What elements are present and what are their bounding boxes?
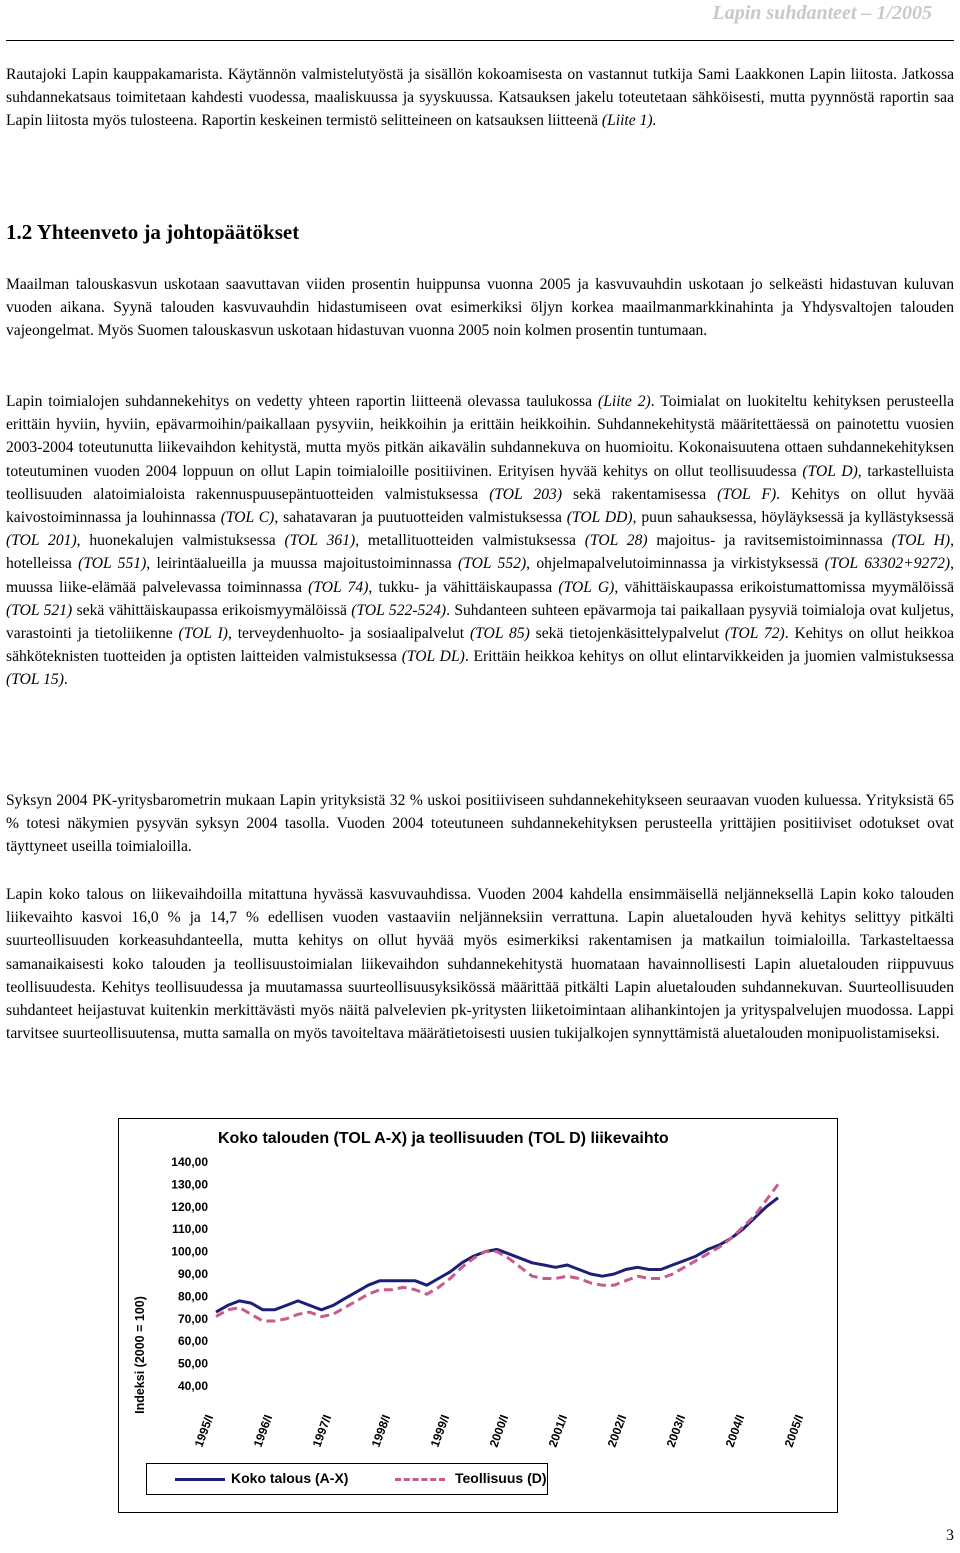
y-tick-label: 110,00 <box>171 1222 208 1237</box>
x-tick-label: 1996/I <box>250 1412 276 1450</box>
x-tick-label: 2002/I <box>604 1412 630 1450</box>
paragraph-text-segment: majoitus- ja ravitsemistoiminnassa <box>647 532 892 550</box>
tol-reference: (TOL C) <box>220 509 275 527</box>
paragraph-text: Maailman talouskasvun uskotaan saavuttavan viiden prosentin huippunsa vuonna 2005 ja kasvuvauhdin uskotaan jo selkeästi hidastuvan kuluvan vuoden aikana. Syynä talouden kasvuvauhdin hidastumiseen ovat esimerkiksi öljyn korkea maailmanmarkkinahinta ja Yhdysvaltojen talouden vajeongelmat. Myös Suomen talouskasvun uskotaan hidastuvan vuonna 2005 noin kolmen prosentin tuntumaan. <box>6 276 954 340</box>
paragraph-world-economy <box>6 273 954 343</box>
paragraph-text-segment: , terveydenhuolto- ja sosiaalipalvelut <box>227 625 470 643</box>
y-tick-label: 140,00 <box>171 1155 208 1169</box>
y-tick-label: 90,00 <box>177 1267 208 1281</box>
legend-swatch-total <box>175 1478 225 1481</box>
paragraph-text-segment: , sahatavaran ja puutuotteiden valmistuksessa <box>274 509 567 527</box>
paragraph-text-segment: Lapin toimialojen suhdannekehitys on vedetty yhteen raportin liitteenä olevassa taulukossa <box>6 393 598 410</box>
y-tick-label: 70,00 <box>177 1311 208 1326</box>
tol-reference: (TOL D), <box>802 462 862 480</box>
paragraph-text: Syksyn 2004 PK-yritysbarometrin mukaan Lapin yrityksistä 32 % uskoi positiiviseen suhdannekehitykseen seuraavan vuoden kuluessa. Yrityksistä 65 % totesi näkymien pysyvän syksyn 2004 tasolla. Vuoden 2004 toteutuneen suhdannekehityksen perusteella yrittäjien positiiviset odotukset ovat täyttyneet useilla toimialoilla. <box>6 792 954 856</box>
tol-reference: (TOL G) <box>558 578 615 596</box>
x-tick-label: 2004/I <box>722 1412 748 1450</box>
paragraph-text-segment: sekä rakentamisessa <box>562 485 718 503</box>
x-tick-label: 1998/I <box>368 1412 394 1450</box>
tol-reference: (TOL 522-524) <box>351 601 447 619</box>
paragraph-text-segment: . Kehitys on ollut heikkoa sähköteknisten tuotteiden ja optisten laitteiden valmistuksessa <box>6 625 954 666</box>
paragraph-text-segment: . Suhdanteen suhteen epävarmoja tai paikallaan pysyviä toimialoja ovat kuljetus, varastointi ja tietoliikenne <box>6 601 954 643</box>
y-tick-label: 130,00 <box>171 1177 208 1192</box>
series-line-total <box>216 1198 778 1312</box>
tol-reference: (TOL H) <box>891 532 951 550</box>
section-heading: 1.2 Yhteenveto ja johtopäätökset <box>6 220 300 244</box>
x-tick-label: 1997/I <box>309 1412 335 1450</box>
turnover-chart <box>118 1118 838 1513</box>
tol-reference: (TOL DL) <box>401 648 465 666</box>
running-header: Lapin suhdanteet – 1/2005 <box>712 2 932 24</box>
intro-ref: (Liite 1). <box>601 112 657 130</box>
paragraph-text-segment: , hotelleissa <box>6 532 955 573</box>
tol-reference: (TOL 521) <box>6 601 73 619</box>
tol-reference: (TOL 15) <box>6 671 64 689</box>
legend-label-industry: Teollisuus (D) <box>455 1470 547 1486</box>
paragraph-text-segment: . <box>63 671 68 689</box>
chart-legend <box>146 1463 548 1495</box>
tol-reference: (TOL 361) <box>284 532 356 550</box>
paragraph-text-segment: , tukku- ja vähittäiskaupassa <box>368 578 559 596</box>
paragraph-text-segment: , huonekalujen valmistuksessa <box>76 532 285 550</box>
x-tick-label: 1995/I <box>191 1412 217 1450</box>
intro-paragraph <box>6 63 954 133</box>
legend-label-total: Koko talous (A-X) <box>231 1470 349 1486</box>
y-tick-label: 50,00 <box>177 1356 208 1371</box>
paragraph-text-segment: tarkastelluista teollisuuden alatoimialoista rakennuspuusepäntuotteiden valmistuksessa <box>6 462 954 503</box>
y-axis-label: Indeksi (2000 = 100) <box>133 1296 147 1414</box>
paragraph-text: Lapin koko talous on liikevaihdoilla mitattuna hyvässä kasvuvauhdissa. Vuoden 2004 kahdella ensimmäisellä neljänneksellä Lapin koko talouden liikevaihto kasvoi 16,0 % ja 14,7 % edellisen vuoden vastaaviin neljänneksiin verrattuna. Lapin aluetalouden hyvä kehitys selittyy pitkälti suurteollisuuden korkeasuhdanteella, mutta kehitys on ollut hyvää myös esimerkiksi rakentamisen ja matkailun toimialoilla. Tarkasteltaessa samanaikaisesti koko talouden ja teollisuustoimialan liikevaihdon suhdannekehitystä huomataan havainnollisesti Lapin aluetalouden riippuvuus teollisuudesta. Kehitys teollisuudessa ja muutamassa suurteollisuusyksikössä määrittää pitkälti Lapin aluetalouden suhdannekuvan. Suurteollisuuden suhdanteet heijastuvat kuitenkin merkittävästi myös näitä palvelevien pk-yritysten liiketoimintaan alihankintojen ja yrityspalvelujen muodossa. Lappi tarvitsee suurteollisuutensa, mutta samalla on myös tavoiteltava määrätietoisesti uusien tukijalkojen synnyttämistä aluetalouden monipuolistamiseksi. <box>6 886 954 1043</box>
paragraph-text-segment: , leirintäalueilla ja muussa majoitustoiminnassa <box>146 555 459 573</box>
y-tick-label: 60,00 <box>177 1334 208 1349</box>
tol-reference: (TOL 201) <box>6 532 77 550</box>
tol-reference: (TOL DD) <box>566 509 633 527</box>
x-tick-label: 2001/I <box>545 1412 571 1450</box>
paragraph-barometer <box>6 789 954 859</box>
intro-text: Rautajoki Lapin kauppakamarista. Käytännön valmistelutyöstä ja sisällön kokoamisesta on vastannut tutkija Sami Laakkonen Lapin liitosta. Jatkossa suhdannekatsaus toimitetaan kahdesti vuodessa, maaliskuussa ja syyskuussa. Katsauksen jakelu toteutetaan sähköisesti, mutta pyynnöstä raportin saa Lapin liitosta myös tulosteena. Raportin keskeinen termistö selitteineen on katsauksen liitteenä <box>6 66 954 130</box>
x-tick-label: 2003/I <box>663 1412 689 1450</box>
tol-reference: (TOL 74) <box>308 578 369 596</box>
paragraph-text-segment: sekä tietojenkäsittelypalvelut <box>529 625 725 643</box>
x-tick-label: 2005/I <box>781 1412 807 1450</box>
paragraph-text-segment: , metallituotteiden valmistuksessa <box>355 532 585 550</box>
page-number: 3 <box>946 1527 954 1544</box>
tol-reference: (Liite 2) <box>598 393 651 410</box>
paragraph-industries <box>6 390 954 692</box>
chart-plot <box>118 1118 838 1458</box>
tol-reference: (TOL I) <box>178 625 228 643</box>
tol-reference: (TOL 85) <box>469 625 530 643</box>
y-tick-label: 80,00 <box>177 1289 208 1304</box>
tol-reference: (TOL 552) <box>458 555 527 573</box>
tol-reference: (TOL 63302+9272) <box>824 555 951 573</box>
paragraph-text-segment: . Toimialat on luokiteltu kehityksen perusteella erittäin hyviin, hyviin, epävarmoihin/paikallaan pysyviin, heikkoihin ja erittäin heikkoihin. Suhdannekehitystä määritettäessä on painotettu vuosien 2003-2004 toteutunutta liikevaihdon kehitystä, mutta myös pitkän aikavälin suhdannekuva on huomioitu. Kokonaisuutena ottaen suhdannekehityksen toteutuminen vuoden 2004 loppuun on ollut Lapin toimialoille positiivinen. Erityisen hyvää kehitys on ollut teollisuudessa <box>6 393 955 480</box>
tol-reference: (TOL 203) <box>489 485 563 503</box>
tol-reference: (TOL F) <box>717 485 777 503</box>
x-tick-label: 1999/I <box>427 1412 453 1450</box>
paragraph-text-segment: , vähittäiskaupassa erikoistumattomissa myymälöissä <box>614 578 954 596</box>
paragraph-text-segment: , muussa liike-elämää palvelevassa toiminnassa <box>6 555 955 596</box>
x-tick-label: 2000/I <box>486 1412 512 1450</box>
legend-swatch-industry <box>395 1478 445 1481</box>
paragraph-economy <box>6 883 954 1045</box>
tol-reference: (TOL 28) <box>584 532 648 550</box>
paragraph-text-segment: . Kehitys on ollut hyvää kaivostoiminnassa ja louhinnassa <box>6 485 955 527</box>
tol-reference: (TOL 72) <box>724 625 785 643</box>
y-tick-label: 120,00 <box>171 1199 208 1214</box>
y-tick-label: 40,00 <box>177 1379 208 1393</box>
paragraph-text-segment: , ohjelmapalvelutoiminnassa ja virkistyksessä <box>526 555 825 573</box>
tol-reference: (TOL 551) <box>78 555 147 573</box>
header-rule <box>6 40 954 41</box>
paragraph-text-segment: . Erittäin heikkoa kehitys on ollut elintarvikkeiden ja juomien valmistuksessa <box>464 648 954 666</box>
paragraph-text-segment: , puun sahauksessa, höyläyksessä ja kyllästyksessä <box>632 509 955 527</box>
y-tick-label: 100,00 <box>171 1244 208 1259</box>
paragraph-text <box>6 390 954 692</box>
chart-title: Koko talouden (TOL A-X) ja teollisuuden (TOL D) liikevaihto <box>218 1130 669 1147</box>
paragraph-text-segment: sekä vähittäiskaupassa erikoismyymälöissä <box>72 601 352 619</box>
